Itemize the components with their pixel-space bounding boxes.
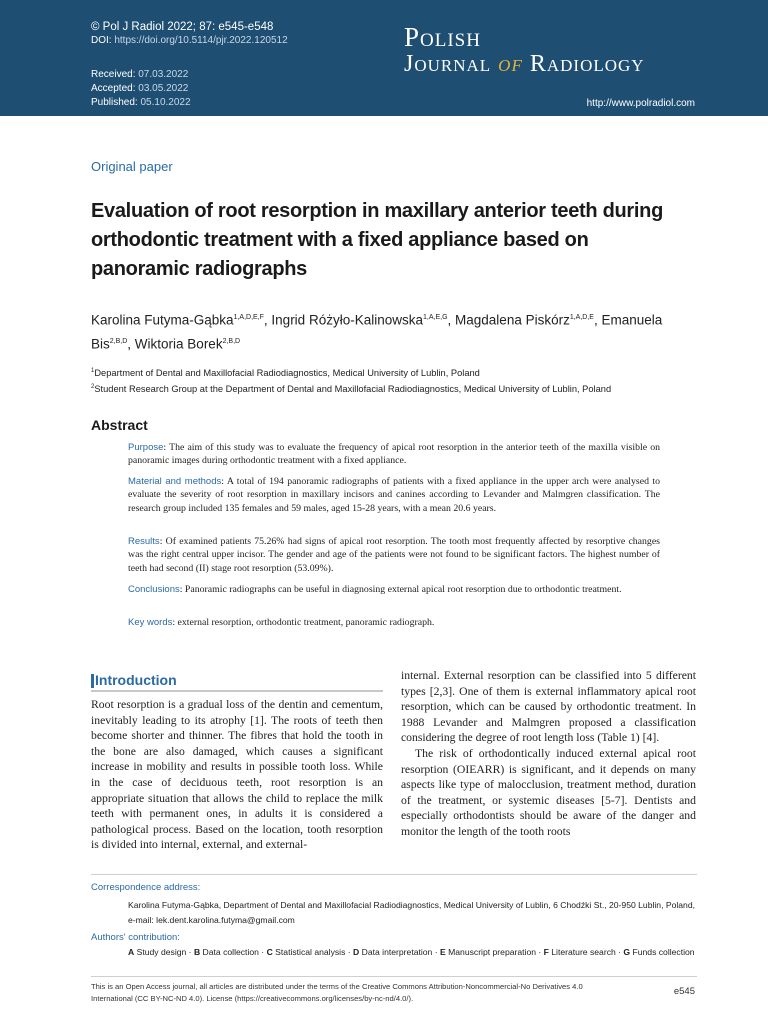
left-column (91, 697, 383, 853)
logo-of: of (498, 51, 523, 77)
introduction-title: Introduction (95, 672, 177, 688)
purpose-text: : The aim of this study was to evaluate the frequency of apical root resorption in the anterior teeth of the maxilla visible on panoramic images during orthodontic treatment with a fixed appliance. (128, 442, 660, 467)
conclusions-label: Conclusions (128, 584, 180, 595)
author-name: Emanuela Bis (91, 312, 663, 351)
contribution-letter: C (266, 947, 273, 957)
header-meta (91, 20, 288, 110)
contribution-letter: E (439, 947, 446, 957)
received-label: Received: (91, 69, 136, 80)
correspondence-email[interactable]: e-mail: lek.dent.karolina.futyma@gmail.com (128, 915, 295, 925)
affiliation-text: Department of Dental and Maxillofacial Radiodiagnostics, Medical University of Lublin, Poland (94, 368, 480, 379)
accepted-date: 03.05.2022 (138, 83, 189, 94)
author-name: Karolina Futyma-Gąbka (91, 312, 234, 328)
methods-label: Material and methods (128, 476, 222, 487)
intro-paragraph-2: internal. External resorption can be classified into 5 different types [2,3]. One of them is external inflammatory apical root resorption, which can be caused by orthodontic treatment. In 1988 Levander and Malmgren proposed a classification considering the degree of root length loss (Table 1) [4]. (401, 669, 696, 745)
contribution-letter: A (128, 947, 135, 957)
author-name: Magdalena Piskórz (455, 312, 570, 328)
abstract-conclusions (128, 583, 660, 596)
contribution-letter: B (193, 947, 201, 957)
logo-journal: Journal (404, 51, 492, 77)
doi-label: DOI: (91, 35, 112, 46)
author-superscript: 2,B,D (222, 337, 241, 345)
methods-text: : A total of 194 panoramic radiographs of patients with a fixed appliance in the upper arch were analysed to evaluate the severity of root resorption in maxillary incisors and canines according to Levander and Malmgren classification. The research group included 135 females and 59 males, aged 15-28 years, with a mean 20.6 years. (128, 476, 661, 514)
license-text: This is an Open Access journal, all articles are distributed under the terms of the Creative Commons Attribution-Noncommercial-No Derivatives 4.0 International (CC BY-NC-ND 4.0). License (https://creativecommons.org/licenses/by-nc-nd/4.0/). (91, 982, 583, 1003)
published-label: Published: (91, 97, 138, 108)
author-superscript: 1,A,D,E (569, 314, 594, 321)
contribution-letter: D (353, 947, 360, 957)
page-number: e545 (673, 986, 695, 997)
intro-paragraph-1: Root resorption is a gradual loss of the dentin and cementum, inevitably leading to its atrophy [1]. The roots of teeth then become shorter and thinner. The fibres that hold the tooth in the bone are also damaged, which causes a significant increase in mobility and results in possible tooth loss. While in the case of deciduous teeth, root resorption is an appropriate situation that allows the child to replace the milk teeth with permanent ones, in adults it is considered a pathological process. Based on the location, tooth resorption is divided into internal, external, and external- (91, 698, 383, 852)
author-separator: , (447, 312, 456, 328)
author-superscript: 2,B,D (109, 337, 128, 345)
footer-divider (91, 976, 697, 977)
abstract-results (128, 535, 660, 575)
author-list (91, 307, 691, 354)
abstract-heading: Abstract (91, 417, 148, 433)
abstract-methods (128, 475, 660, 515)
author-superscript: 1,A,E,G (423, 314, 448, 321)
results-text: : Of examined patients 75.26% had signs of apical root resorption. The tooth most frequently affected by resorptive changes was the right central upper incisor. The gender and age of the patients were not found to be significant factors. The highest number of teeth had second (II) stage root resorption (53.09%). (128, 536, 660, 574)
journal-header (0, 0, 768, 116)
author-separator: , (263, 312, 272, 328)
doi-line (91, 34, 288, 48)
purpose-label: Purpose (128, 442, 164, 453)
conclusions-text: : Panoramic radiographs can be useful in diagnosing external apical root resorption due to orthodontic treatment. (179, 584, 622, 595)
correspondence-text (128, 898, 695, 928)
affiliations (91, 364, 611, 396)
contribution-label: Data collection · (200, 947, 267, 957)
logo-polish: Polish (404, 22, 481, 52)
keywords-label: Key words (128, 617, 173, 628)
published-date: 05.10.2022 (140, 97, 191, 108)
affiliation-number: 1 (91, 368, 95, 374)
doi-link[interactable]: https://doi.org/10.5114/pjr.2022.120512 (114, 35, 288, 46)
contribution-letter: F (543, 947, 549, 957)
divider (91, 874, 697, 875)
author-name: Ingrid Różyło-Kalinowska (271, 312, 423, 328)
contribution-heading: Authors' contribution: (91, 932, 180, 943)
contribution-label: Literature search · (548, 947, 624, 957)
contribution-label: Data interpretation · (359, 947, 440, 957)
author-separator: , (127, 336, 135, 351)
dates-block (91, 68, 288, 110)
journal-url[interactable]: http://www.polradiol.com (586, 98, 695, 109)
results-label: Results (128, 536, 160, 547)
contribution-letter: G (623, 947, 631, 957)
introduction-heading (91, 672, 383, 692)
contribution-list (128, 947, 695, 957)
affiliation (91, 364, 611, 380)
abstract-keywords (128, 616, 660, 629)
affiliation (91, 380, 611, 396)
author-separator: , (593, 312, 602, 328)
article-title: Evaluation of root resorption in maxillary anterior teeth during orthodontic treatment with a fixed appliance based on panoramic radiographs (91, 200, 663, 280)
right-column (401, 668, 696, 840)
heading-accent-bar (91, 674, 94, 688)
correspondence-address: Karolina Futyma-Gąbka, Department of Dental and Maxillofacial Radiodiagnostics, Medical University of Lublin, 6 Chodźki St., 20-950 Lublin, Poland, (128, 900, 696, 910)
contribution-label: Manuscript preparation · (445, 947, 544, 957)
article-type: Original paper (91, 159, 173, 174)
received-date: 07.03.2022 (138, 69, 189, 80)
contribution-label: Funds collection (630, 947, 695, 957)
citation: © Pol J Radiol 2022; 87: e545-e548 (91, 21, 274, 33)
logo-line2 (404, 50, 645, 78)
intro-paragraph-3: The risk of orthodontically induced external apical root resorption (OIEARR) is significant, and it depends on many aspects like type of malocclusion, treatment method, duration of the treatment, or systemic diseases [5-7]. Dentists and especially orthodontists should be aware of the danger and monitor the length of the tooth roots (401, 746, 696, 838)
keywords-text: : external resorption, orthodontic treatment, panoramic radiograph. (172, 617, 435, 628)
logo-radiology: Radiology (529, 51, 645, 77)
contribution-label: Statistical analysis · (272, 947, 354, 957)
author-superscript: 1,A,D,E,F (233, 314, 264, 321)
author-name: Wiktoria Borek (134, 336, 223, 351)
affiliation-number: 2 (91, 384, 95, 391)
affiliation-text: Student Research Group at the Department of Dental and Maxillofacial Radiodiagnostics, Medical University of Lublin, Poland (94, 384, 612, 395)
correspondence-heading: Correspondence address: (91, 882, 201, 893)
abstract-purpose (128, 441, 660, 468)
contribution-label: Study design · (134, 947, 194, 957)
journal-logo (404, 24, 645, 78)
accepted-label: Accepted: (91, 83, 136, 94)
